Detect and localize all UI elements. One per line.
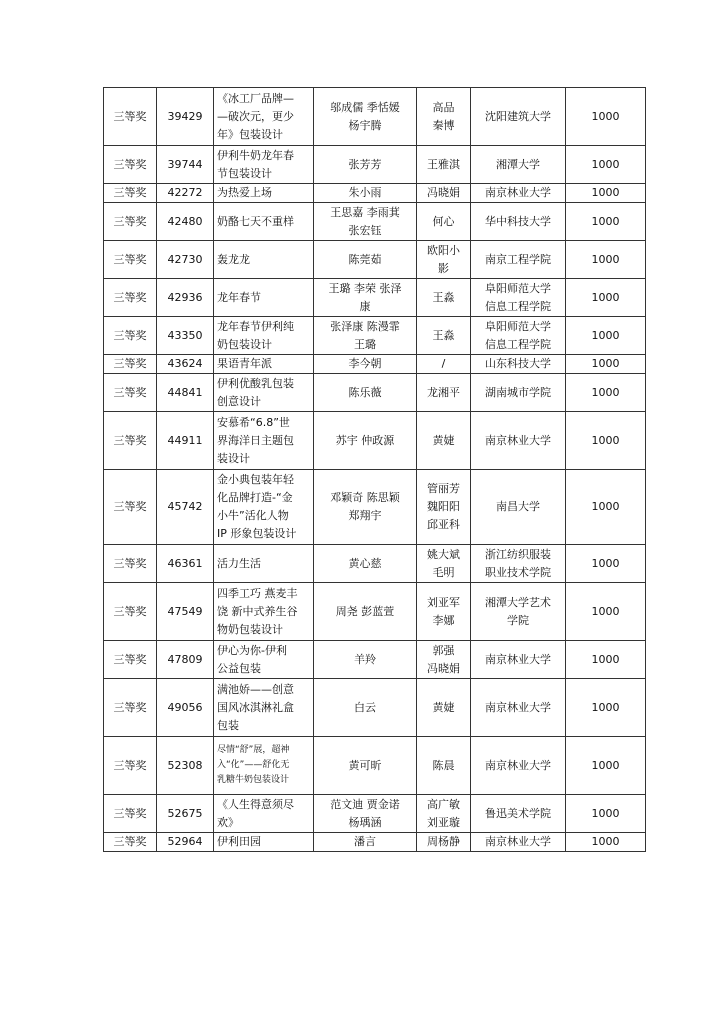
entry-id-cell: 39429: [157, 88, 214, 146]
work-title-cell: 为热爱上场: [214, 184, 314, 203]
authors-cell: 范文迪 贾金诺 杨瑀涵: [314, 795, 417, 833]
prize-amount-cell: 1000: [566, 583, 646, 641]
teacher-cell: 姚大斌 毛明: [417, 545, 471, 583]
teacher-cell: 欧阳小 影: [417, 241, 471, 279]
school-cell: 湖南城市学院: [471, 374, 566, 412]
authors-cell: 陈莞茹: [314, 241, 417, 279]
teacher-cell: 王淼: [417, 317, 471, 355]
work-title-cell: 四季工巧 燕麦丰 饶 新中式养生谷 物奶包装设计: [214, 583, 314, 641]
table-row: [104, 833, 646, 852]
prize-amount-cell: 1000: [566, 317, 646, 355]
work-title-cell: 《冰工厂品牌— —破次元，更少 年》包装设计: [214, 88, 314, 146]
work-title-cell: 活力生活: [214, 545, 314, 583]
authors-cell: 王思嘉 李雨萁 张宏钰: [314, 203, 417, 241]
table-row: [104, 241, 646, 279]
teacher-cell: 何心: [417, 203, 471, 241]
teacher-cell: 高品 秦博: [417, 88, 471, 146]
school-cell: 南京林业大学: [471, 184, 566, 203]
table-row: [104, 412, 646, 470]
school-cell: 阜阳师范大学 信息工程学院: [471, 317, 566, 355]
work-title-cell: 安慕希“6.8”世 界海洋日主题包 装设计: [214, 412, 314, 470]
school-cell: 鲁迅美术学院: [471, 795, 566, 833]
teacher-cell: 冯晓娟: [417, 184, 471, 203]
table-row: [104, 88, 646, 146]
authors-cell: 黄可昕: [314, 737, 417, 795]
prize-amount-cell: 1000: [566, 679, 646, 737]
teacher-cell: 郭强 冯晓娟: [417, 641, 471, 679]
table-row: [104, 184, 646, 203]
award-level-cell: 三等奖: [104, 583, 157, 641]
table-row: [104, 795, 646, 833]
teacher-cell: 刘亚军 李娜: [417, 583, 471, 641]
prize-amount-cell: 1000: [566, 470, 646, 545]
award-level-cell: 三等奖: [104, 374, 157, 412]
authors-cell: 邓颖奇 陈思颖 郑翔宇: [314, 470, 417, 545]
award-level-cell: 三等奖: [104, 412, 157, 470]
prize-amount-cell: 1000: [566, 737, 646, 795]
work-title-cell: 伊利田园: [214, 833, 314, 852]
entry-id-cell: 39744: [157, 146, 214, 184]
table-row: [104, 355, 646, 374]
school-cell: 华中科技大学: [471, 203, 566, 241]
school-cell: 南昌大学: [471, 470, 566, 545]
table-row: [104, 737, 646, 795]
teacher-cell: 龙湘平: [417, 374, 471, 412]
award-level-cell: 三等奖: [104, 317, 157, 355]
entry-id-cell: 52308: [157, 737, 214, 795]
school-cell: 湘潭大学艺术 学院: [471, 583, 566, 641]
award-level-cell: 三等奖: [104, 355, 157, 374]
award-level-cell: 三等奖: [104, 737, 157, 795]
authors-cell: 李今朝: [314, 355, 417, 374]
authors-cell: 苏宇 仲政源: [314, 412, 417, 470]
school-cell: 沈阳建筑大学: [471, 88, 566, 146]
prize-amount-cell: 1000: [566, 641, 646, 679]
school-cell: 湘潭大学: [471, 146, 566, 184]
work-title-cell: 伊心为你-伊利 公益包装: [214, 641, 314, 679]
entry-id-cell: 44911: [157, 412, 214, 470]
award-level-cell: 三等奖: [104, 146, 157, 184]
prize-amount-cell: 1000: [566, 833, 646, 852]
entry-id-cell: 42272: [157, 184, 214, 203]
entry-id-cell: 45742: [157, 470, 214, 545]
teacher-cell: 管丽芳 魏阳阳 邱亚科: [417, 470, 471, 545]
work-title-cell: 伊利优酸乳包装 创意设计: [214, 374, 314, 412]
work-title-cell: 果语青年派: [214, 355, 314, 374]
prize-amount-cell: 1000: [566, 146, 646, 184]
teacher-cell: 王淼: [417, 279, 471, 317]
entry-id-cell: 43624: [157, 355, 214, 374]
award-level-cell: 三等奖: [104, 241, 157, 279]
entry-id-cell: 46361: [157, 545, 214, 583]
school-cell: 南京林业大学: [471, 679, 566, 737]
teacher-cell: 王雅淇: [417, 146, 471, 184]
prize-amount-cell: 1000: [566, 374, 646, 412]
award-level-cell: 三等奖: [104, 203, 157, 241]
work-title-cell: 《人生得意须尽 欢》: [214, 795, 314, 833]
authors-cell: 白云: [314, 679, 417, 737]
award-level-cell: 三等奖: [104, 641, 157, 679]
table-row: [104, 470, 646, 545]
authors-cell: 张泽康 陈漫霏 王璐: [314, 317, 417, 355]
awards-table: [103, 87, 646, 852]
award-level-cell: 三等奖: [104, 795, 157, 833]
school-cell: 浙江纺织服装 职业技术学院: [471, 545, 566, 583]
work-title-cell: 轰龙龙: [214, 241, 314, 279]
table-row: [104, 641, 646, 679]
teacher-cell: /: [417, 355, 471, 374]
award-level-cell: 三等奖: [104, 545, 157, 583]
school-cell: 阜阳师范大学 信息工程学院: [471, 279, 566, 317]
prize-amount-cell: 1000: [566, 545, 646, 583]
school-cell: 山东科技大学: [471, 355, 566, 374]
work-title-cell: 金小典包装年轻 化品牌打造-“金 小牛”活化人物 IP 形象包装设计: [214, 470, 314, 545]
school-cell: 南京林业大学: [471, 641, 566, 679]
table-row: [104, 374, 646, 412]
entry-id-cell: 49056: [157, 679, 214, 737]
table-row: [104, 317, 646, 355]
authors-cell: 张芳芳: [314, 146, 417, 184]
table-row: [104, 545, 646, 583]
entry-id-cell: 47809: [157, 641, 214, 679]
award-level-cell: 三等奖: [104, 184, 157, 203]
teacher-cell: 黄婕: [417, 679, 471, 737]
work-title-cell: 尽情“舒”展，超神 入“化”——舒化无 乳糖牛奶包装设计: [214, 737, 314, 795]
awards-table-body: [104, 88, 646, 852]
prize-amount-cell: 1000: [566, 279, 646, 317]
authors-cell: 潘言: [314, 833, 417, 852]
teacher-cell: 高广敏 刘亚璇: [417, 795, 471, 833]
school-cell: 南京林业大学: [471, 412, 566, 470]
school-cell: 南京林业大学: [471, 737, 566, 795]
table-row: [104, 203, 646, 241]
prize-amount-cell: 1000: [566, 795, 646, 833]
table-row: [104, 679, 646, 737]
work-title-cell: 龙年春节伊利纯 奶包装设计: [214, 317, 314, 355]
authors-cell: 羊羚: [314, 641, 417, 679]
prize-amount-cell: 1000: [566, 241, 646, 279]
authors-cell: 王璐 李荣 张泽 康: [314, 279, 417, 317]
award-level-cell: 三等奖: [104, 833, 157, 852]
prize-amount-cell: 1000: [566, 412, 646, 470]
award-level-cell: 三等奖: [104, 470, 157, 545]
prize-amount-cell: 1000: [566, 88, 646, 146]
award-level-cell: 三等奖: [104, 88, 157, 146]
prize-amount-cell: 1000: [566, 355, 646, 374]
authors-cell: 黄心慈: [314, 545, 417, 583]
entry-id-cell: 44841: [157, 374, 214, 412]
prize-amount-cell: 1000: [566, 184, 646, 203]
entry-id-cell: 52675: [157, 795, 214, 833]
authors-cell: 陈乐薇: [314, 374, 417, 412]
school-cell: 南京工程学院: [471, 241, 566, 279]
work-title-cell: 伊利牛奶龙年春 节包装设计: [214, 146, 314, 184]
teacher-cell: 陈晨: [417, 737, 471, 795]
prize-amount-cell: 1000: [566, 203, 646, 241]
table-row: [104, 279, 646, 317]
entry-id-cell: 47549: [157, 583, 214, 641]
entry-id-cell: 42936: [157, 279, 214, 317]
table-row: [104, 146, 646, 184]
authors-cell: 邬成儒 季恬媛 杨宇腾: [314, 88, 417, 146]
work-title-cell: 龙年春节: [214, 279, 314, 317]
award-level-cell: 三等奖: [104, 679, 157, 737]
entry-id-cell: 52964: [157, 833, 214, 852]
work-title-cell: 满池娇——创意 国风冰淇淋礼盒 包装: [214, 679, 314, 737]
entry-id-cell: 43350: [157, 317, 214, 355]
work-title-cell: 奶酪七天不重样: [214, 203, 314, 241]
authors-cell: 周尧 彭蓝萱: [314, 583, 417, 641]
entry-id-cell: 42730: [157, 241, 214, 279]
table-row: [104, 583, 646, 641]
school-cell: 南京林业大学: [471, 833, 566, 852]
teacher-cell: 黄婕: [417, 412, 471, 470]
teacher-cell: 周杨静: [417, 833, 471, 852]
award-level-cell: 三等奖: [104, 279, 157, 317]
authors-cell: 朱小雨: [314, 184, 417, 203]
entry-id-cell: 42480: [157, 203, 214, 241]
